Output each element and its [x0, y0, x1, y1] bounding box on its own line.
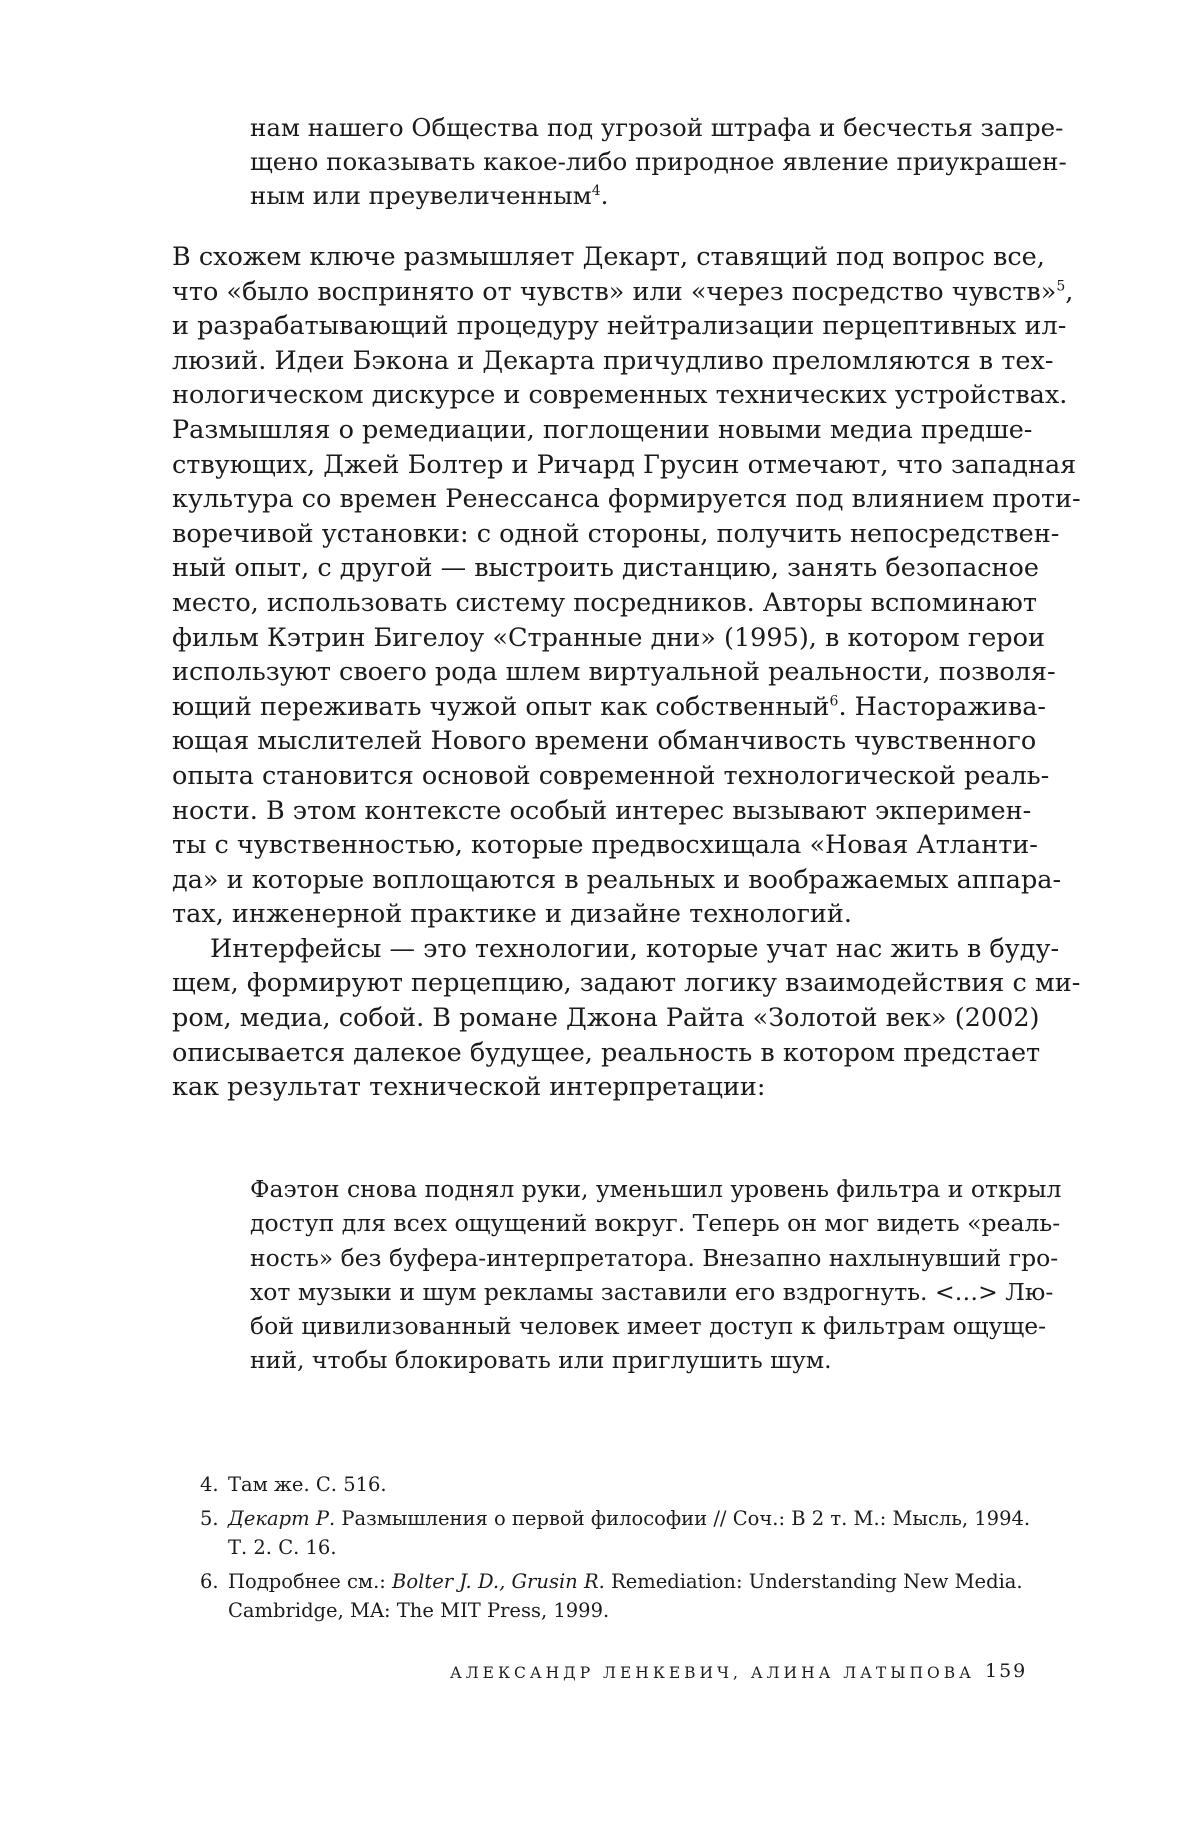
quote-line: доступ для всех ощущений вокруг. Теперь он мог видеть «реаль- [250, 1209, 1061, 1238]
quote-line: щено показывать какое-либо природное явление приукрашен- [250, 147, 1067, 176]
body-line: описывается далекое будущее, реальность в котором предстает [172, 1037, 1041, 1068]
footnote-ref-5: 5 [1056, 278, 1066, 295]
body-line: ствующих, Джей Болтер и Ричард Грусин отмечают, что западная [172, 449, 1077, 480]
body-line: фильм Кэтрин Бигелоу «Странные дни» (1995), в котором герои [172, 622, 1045, 653]
body-line-text: ющий переживать чужой опыт как собственный [172, 691, 830, 722]
body-line: как результат технической интерпретации: [172, 1072, 766, 1103]
footnote-text: Remediation: Understanding New Media. [604, 1569, 1023, 1593]
body-line: опыта становится основой современной технологической реаль- [172, 760, 1050, 791]
footnote-line: Т. 2. С. 16. [228, 1536, 337, 1559]
body-line: Размышляя о ремедиации, поглощении новыми медиа предше- [172, 414, 1033, 445]
page-number: 159 [985, 1660, 1028, 1682]
quote-line-text: ным или преувеличенным [250, 181, 592, 210]
body-line: используют своего рода шлем виртуальной реальности, позволя- [172, 657, 1056, 688]
quote-line: хот музыки и шум рекламы заставили его вздрогнуть. <…> Лю- [250, 1277, 1054, 1306]
quote-line-tail: . [600, 181, 609, 210]
body-line: ности. В этом контексте особый интерес вызывают экперимен- [172, 795, 1032, 826]
footnote-line [228, 1504, 1040, 1534]
footnote-author: Bolter J. D., Grusin R. [392, 1569, 605, 1593]
quote-line: Фаэтон снова поднял руки, уменьшил уровень фильтра и открыл [250, 1175, 1062, 1203]
footnote-4 [200, 1470, 1040, 1500]
footnote-prefix: Подробнее см.: [228, 1569, 393, 1593]
running-head: АЛЕКСАНДР ЛЕНКЕВИЧ, АЛИНА ЛАТЫПОВА [450, 1664, 975, 1682]
body-line [172, 690, 1047, 725]
body-line: ром, медиа, собой. В романе Джона Райта «Золотой век» (2002) [172, 1003, 1040, 1034]
footnote-line [228, 1567, 1040, 1597]
body-line: культура со времен Ренессанса формируется под влиянием проти- [172, 484, 1081, 515]
footnote-ref-4: 4 [591, 182, 601, 199]
quote-line: бой цивилизованный человек имеет доступ к фильтрам ощуще- [250, 1312, 1047, 1341]
body-line: место, использовать систему посредников. Авторы вспоминают [172, 587, 1037, 618]
body-line: нологическом дискурсе и современных технических устройствах. [172, 380, 1068, 411]
body-line: ющая мыслителей Нового времени обманчивость чувственного [172, 726, 1037, 757]
block-quote-golden-age [250, 1172, 1062, 1378]
quote-line [250, 179, 1030, 213]
footnote-text: Там же. С. 516. [228, 1473, 387, 1496]
quote-line: ний, чтобы блокировать или приглушить шум. [250, 1346, 832, 1375]
body-line-text: что «было воспринято от чувств» или «через посредство чувств» [172, 276, 1057, 307]
body-line: воречивой установки: с одной стороны, получить непосредствен- [172, 518, 1060, 549]
body-line-tail: . Настораживa- [838, 691, 1047, 722]
footnote-number: 5. [200, 1506, 219, 1530]
body-line: ный опыт, с другой — выстроить дистанцию, занять безопасное [172, 553, 1039, 584]
footnote-number: 6. [200, 1569, 219, 1593]
body-line: Интерфейсы — это технологии, которые учат нас жить в буду- [210, 933, 1060, 964]
block-quote-bacon [250, 111, 1067, 213]
footnote-author: Декарт Р. [228, 1506, 336, 1530]
footnote-line: Cambridge, MA: The MIT Press, 1999. [228, 1599, 610, 1622]
quote-line: нам нашего Общества под угрозой штрафа и бесчестья запре- [250, 113, 1064, 142]
footnote-number: 4. [200, 1473, 219, 1496]
footnote-5 [200, 1504, 1040, 1563]
footnotes [200, 1470, 1040, 1626]
body-line: и разрабатывающий процедуру нейтрализации перцептивных ил- [172, 311, 1067, 342]
body-line [172, 275, 1074, 310]
body-line-tail: , [1065, 276, 1074, 307]
body-line: да» и которые воплощаются в реальных и воображаемых аппара- [172, 864, 1062, 895]
footnote-6 [200, 1567, 1040, 1626]
body-line: ты с чувственностью, которые предвосхищала «Новая Атланти- [172, 830, 1038, 861]
quote-line: ность» без буфера-интерпретатора. Внезапно нахлынувший гро- [250, 1243, 1059, 1272]
body-text [172, 240, 1081, 1105]
body-line: В схожем ключе размышляет Декарт, ставящий под вопрос все, [172, 242, 1045, 272]
body-line: тах, инженерной практике и дизайне технологий. [172, 899, 853, 930]
body-line: щем, формируют перцепцию, задают логику взаимодействия с ми- [172, 968, 1081, 999]
footnote-ref-6: 6 [829, 693, 839, 710]
footnote-text: Размышления о первой философии // Соч.: В 2 т. М.: Мысль, 1994. [335, 1506, 1031, 1530]
body-line: люзий. Идеи Бэкона и Декарта причудливо преломляются в тех- [172, 345, 1054, 376]
